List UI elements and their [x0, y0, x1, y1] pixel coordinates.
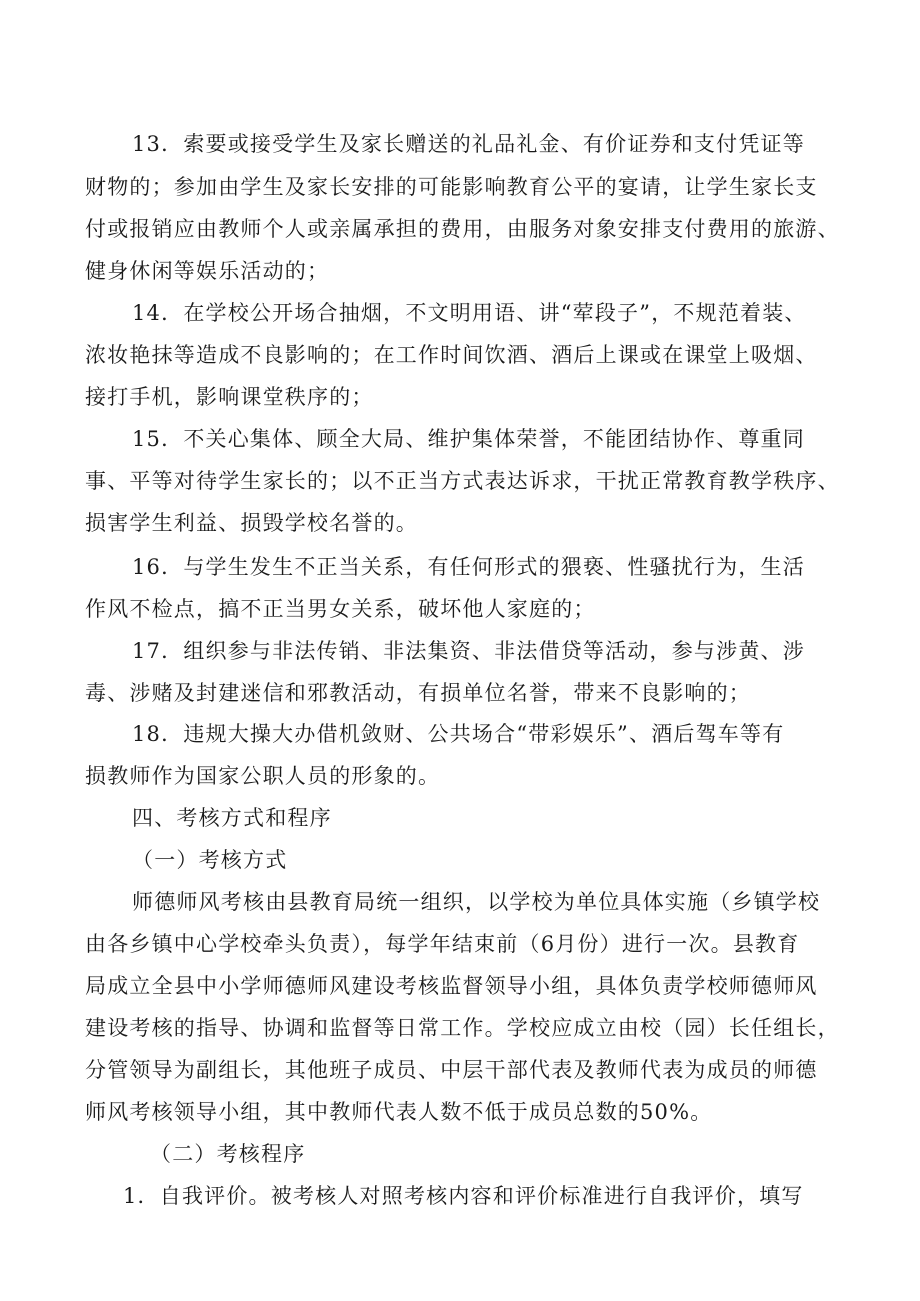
item-15-line-3: 损害学生利益、损毁学校名誉的。 — [85, 511, 418, 535]
item-14-line-3: 接打手机，影响课堂秩序的； — [85, 385, 374, 409]
paragraph-1-line-2: 由各乡镇中心学校牵头负责），每学年结束前（6月份）进行一次。县教育 — [85, 932, 800, 956]
item-13-line-3: 付或报销应由教师个人或亲属承担的费用，由服务对象安排支付费用的旅游、 — [85, 217, 840, 241]
item-18-line-2: 损教师作为国家公职人员的形象的。 — [85, 764, 441, 788]
item-17-line-1: 17．组织参与非法传销、非法集资、非法借贷等活动，参与涉黄、涉 — [132, 639, 805, 663]
section-heading: 四、考核方式和程序 — [132, 806, 332, 830]
item-17-line-2: 毒、涉赌及封建迷信和邪教活动，有损单位名誉，带来不良影响的； — [85, 681, 751, 705]
item-14-line-1: 14．在学校公开场合抽烟，不文明用语、讲“荤段子”，不规范着装、 — [132, 301, 807, 325]
paragraph-1-line-4: 建设考核的指导、协调和监督等日常工作。学校应成立由校（园）长任组长， — [85, 1016, 840, 1040]
paragraph-1-line-3: 局成立全县中小学师德师风建设考核监督领导小组，具体负责学校师德师风 — [85, 974, 818, 998]
item-18-line-1: 18．违规大操大办借机敛财、公共场合“带彩娱乐”、酒后驾车等有 — [132, 722, 785, 746]
paragraph-1-line-5: 分管领导为副组长，其他班子成员、中层干部代表及教师代表为成员的师德 — [85, 1058, 818, 1082]
item-15-line-1: 15．不关心集体、顾全大局、维护集体荣誉，不能团结协作、尊重同 — [132, 427, 805, 451]
step-1-line-1: 1．自我评价。被考核人对照考核内容和评价标准进行自我评价，填写 — [123, 1184, 804, 1208]
paragraph-1-line-1: 师德师风考核由县教育局统一组织，以学校为单位具体实施（乡镇学校 — [132, 890, 821, 914]
subsection-heading-1: （一）考核方式 — [132, 848, 288, 872]
item-15-line-2: 事、平等对待学生家长的；以不正当方式表达诉求，干扰正常教育教学秩序、 — [85, 469, 840, 493]
item-13-line-4: 健身休闲等娱乐活动的； — [85, 259, 330, 283]
item-16-line-2: 作风不检点，搞不正当男女关系，破坏他人家庭的； — [85, 597, 596, 621]
paragraph-1-line-6: 师风考核领导小组，其中教师代表人数不低于成员总数的50%。 — [85, 1100, 713, 1124]
item-14-line-2: 浓妆艳抹等造成不良影响的；在工作时间饮酒、酒后上课或在课堂上吸烟、 — [85, 343, 818, 367]
item-13-line-2: 财物的；参加由学生及家长安排的可能影响教育公平的宴请，让学生家长支 — [85, 175, 818, 199]
subsection-heading-2: （二）考核程序 — [150, 1142, 306, 1166]
item-13-line-1: 13．索要或接受学生及家长赠送的礼品礼金、有价证券和支付凭证等 — [132, 132, 805, 156]
item-16-line-1: 16．与学生发生不正当关系，有任何形式的猥亵、性骚扰行为，生活 — [132, 555, 805, 579]
